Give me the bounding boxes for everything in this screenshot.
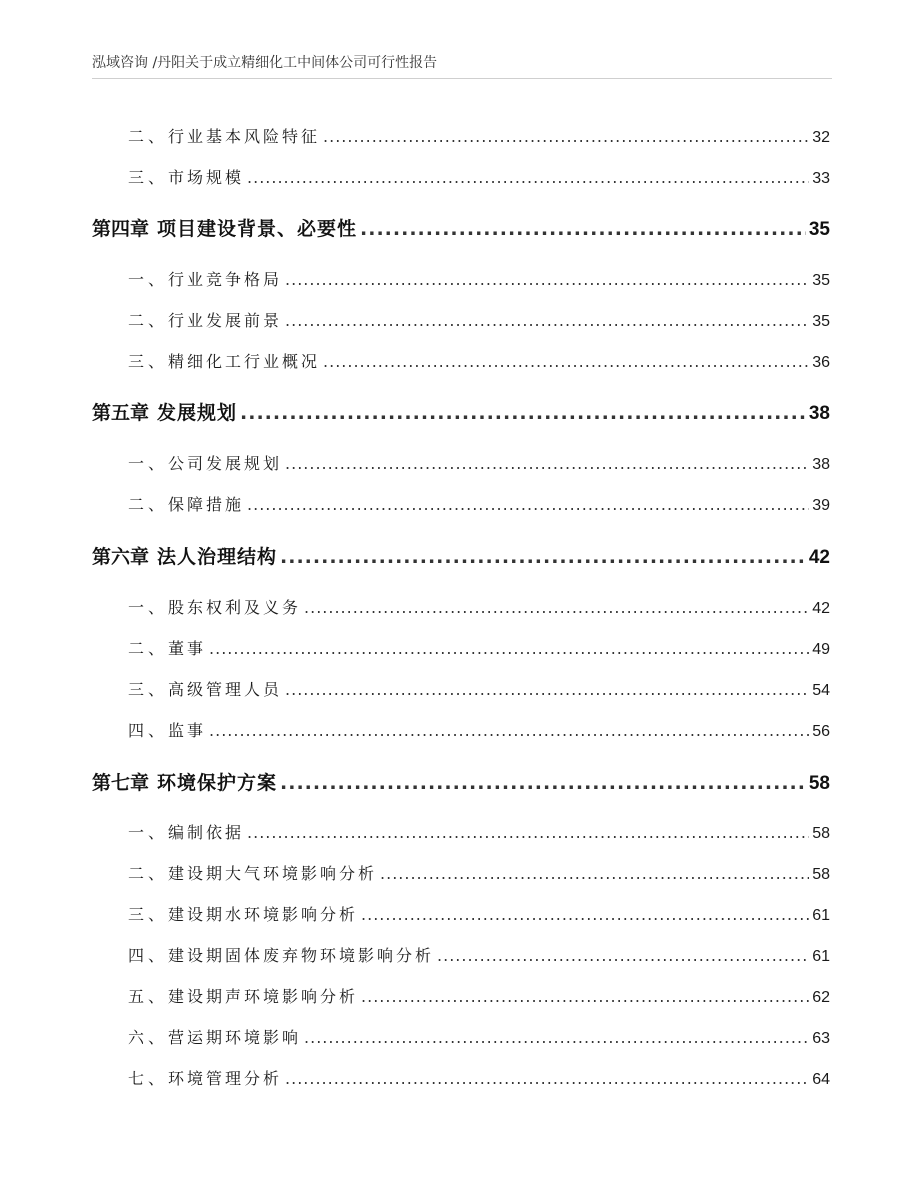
- toc-entry-number: 七、: [128, 1069, 169, 1088]
- toc-entry-number: 二、: [128, 127, 169, 146]
- toc-chapter-page: 38: [808, 403, 830, 424]
- toc-leader-dots: [280, 546, 806, 568]
- toc-entry-page: 58: [812, 866, 830, 883]
- toc-entry-page: 62: [812, 989, 830, 1006]
- toc-entry-page: 61: [812, 948, 830, 965]
- toc-entry-title: 行业竞争格局: [168, 270, 283, 289]
- toc-entry[interactable]: [92, 636, 830, 659]
- toc-entry-number: 二、: [128, 864, 169, 883]
- toc-entry-page: 61: [812, 907, 830, 924]
- toc-chapter-page: 35: [808, 219, 830, 240]
- toc-leader-dots: [247, 495, 809, 514]
- toc-entry-title: 营运期环境影响: [168, 1028, 302, 1047]
- toc-entry[interactable]: [92, 677, 830, 700]
- toc-leader-dots: [380, 864, 809, 883]
- toc-entry-title: 公司发展规划: [168, 454, 283, 473]
- toc-entry-page: 35: [812, 313, 830, 330]
- toc-chapter-title: 环境保护方案: [157, 772, 278, 794]
- toc-entry-title: 建设期声环境影响分析: [168, 987, 359, 1006]
- toc-entry-number: 四、: [128, 946, 169, 965]
- toc-entry-number: 三、: [128, 680, 169, 699]
- toc-entry-title: 行业发展前景: [168, 311, 283, 330]
- toc-leader-dots: [285, 680, 809, 699]
- toc-entry-page: 38: [812, 456, 830, 473]
- toc-entry-page: 64: [812, 1071, 830, 1088]
- toc-entry-title: 编制依据: [168, 823, 245, 842]
- toc-leader-dots: [361, 905, 809, 924]
- toc-chapter[interactable]: [92, 214, 830, 241]
- toc-leader-dots: [280, 772, 806, 794]
- toc-entry-title: 精细化工行业概况: [168, 352, 321, 371]
- toc-leader-dots: [209, 639, 809, 658]
- toc-leader-dots: [285, 454, 809, 473]
- toc-entry-title: 股东权利及义务: [168, 598, 302, 617]
- toc-chapter[interactable]: [92, 398, 830, 425]
- toc-entry-title: 环境管理分析: [168, 1069, 283, 1088]
- toc-entry-page: 56: [812, 723, 830, 740]
- toc-entry[interactable]: [92, 1066, 830, 1089]
- toc-entry-title: 市场规模: [168, 168, 245, 187]
- toc-entry-title: 监事: [168, 721, 207, 740]
- toc-chapter-title: 项目建设背景、必要性: [157, 218, 358, 240]
- toc-entry-title: 保障措施: [168, 495, 245, 514]
- toc-entry-title: 行业基本风险特征: [168, 127, 321, 146]
- page-header: 泓域咨询 /丹阳关于成立精细化工中间体公司可行性报告: [92, 54, 832, 79]
- toc-entry-page: 36: [812, 354, 830, 371]
- toc-entry-page: 33: [812, 170, 830, 187]
- toc-leader-dots: [285, 270, 809, 289]
- toc-chapter-page: 42: [808, 547, 830, 568]
- toc-leader-dots: [209, 721, 809, 740]
- toc-entry[interactable]: [92, 718, 830, 741]
- toc-leader-dots: [247, 823, 809, 842]
- toc-leader-dots: [361, 987, 809, 1006]
- toc-leader-dots: [323, 127, 809, 146]
- toc-entry-number: 二、: [128, 639, 169, 658]
- toc-entry-number: 一、: [128, 454, 169, 473]
- toc-entry[interactable]: [92, 984, 830, 1007]
- toc-entry-page: 35: [812, 272, 830, 289]
- toc-entry-number: 六、: [128, 1028, 169, 1047]
- toc-entry-title: 高级管理人员: [168, 680, 283, 699]
- toc-entry-page: 32: [812, 129, 830, 146]
- toc-entry-page: 54: [812, 682, 830, 699]
- toc-entry[interactable]: [92, 820, 830, 843]
- toc-entry-page: 58: [812, 825, 830, 842]
- toc-entry[interactable]: [92, 349, 830, 372]
- toc-entry[interactable]: [92, 267, 830, 290]
- toc-entry-number: 一、: [128, 823, 169, 842]
- toc-entry[interactable]: [92, 943, 830, 966]
- toc-entry-number: 四、: [128, 721, 169, 740]
- toc-chapter-number: 第七章: [92, 772, 150, 794]
- toc-entry-page: 49: [812, 641, 830, 658]
- toc-entry-page: 39: [812, 497, 830, 514]
- toc-entry[interactable]: [92, 1025, 830, 1048]
- toc-chapter-number: 第五章: [92, 402, 150, 424]
- toc-entry-page: 42: [812, 600, 830, 617]
- toc-chapter-number: 第四章: [92, 218, 150, 240]
- toc-entry-number: 三、: [128, 352, 169, 371]
- toc-entry[interactable]: [92, 308, 830, 331]
- toc-entry-number: 一、: [128, 598, 169, 617]
- toc-leader-dots: [285, 311, 809, 330]
- toc-chapter[interactable]: [92, 768, 830, 795]
- toc-entry[interactable]: [92, 451, 830, 474]
- toc-entry[interactable]: [92, 595, 830, 618]
- toc-entry-title: 建设期固体废弃物环境影响分析: [168, 946, 435, 965]
- toc-leader-dots: [240, 402, 806, 424]
- toc-entry[interactable]: [92, 492, 830, 515]
- toc-leader-dots: [304, 598, 809, 617]
- toc-leader-dots: [247, 168, 809, 187]
- toc-leader-dots: [323, 352, 809, 371]
- toc-entry-title: 建设期大气环境影响分析: [168, 864, 378, 883]
- toc-entry-number: 二、: [128, 495, 169, 514]
- toc-leader-dots: [360, 218, 806, 240]
- toc-leader-dots: [285, 1069, 809, 1088]
- toc-entry[interactable]: [92, 902, 830, 925]
- toc-entry-number: 三、: [128, 168, 169, 187]
- toc-chapter-page: 58: [808, 773, 830, 794]
- toc-chapter[interactable]: [92, 542, 830, 569]
- toc-chapter-title: 法人治理结构: [157, 546, 278, 568]
- toc-entry-number: 三、: [128, 905, 169, 924]
- toc-leader-dots: [437, 946, 809, 965]
- toc-entry-number: 一、: [128, 270, 169, 289]
- toc-entry-title: 董事: [168, 639, 207, 658]
- toc-chapter-number: 第六章: [92, 546, 150, 568]
- toc-entry[interactable]: [92, 861, 830, 884]
- toc-entry[interactable]: [92, 165, 830, 188]
- toc-entry-number: 二、: [128, 311, 169, 330]
- toc-leader-dots: [304, 1028, 809, 1047]
- toc-entry-title: 建设期水环境影响分析: [168, 905, 359, 924]
- toc-chapter-title: 发展规划: [157, 402, 238, 424]
- toc-entry[interactable]: [92, 124, 830, 147]
- toc-entry-page: 63: [812, 1030, 830, 1047]
- toc-entry-number: 五、: [128, 987, 169, 1006]
